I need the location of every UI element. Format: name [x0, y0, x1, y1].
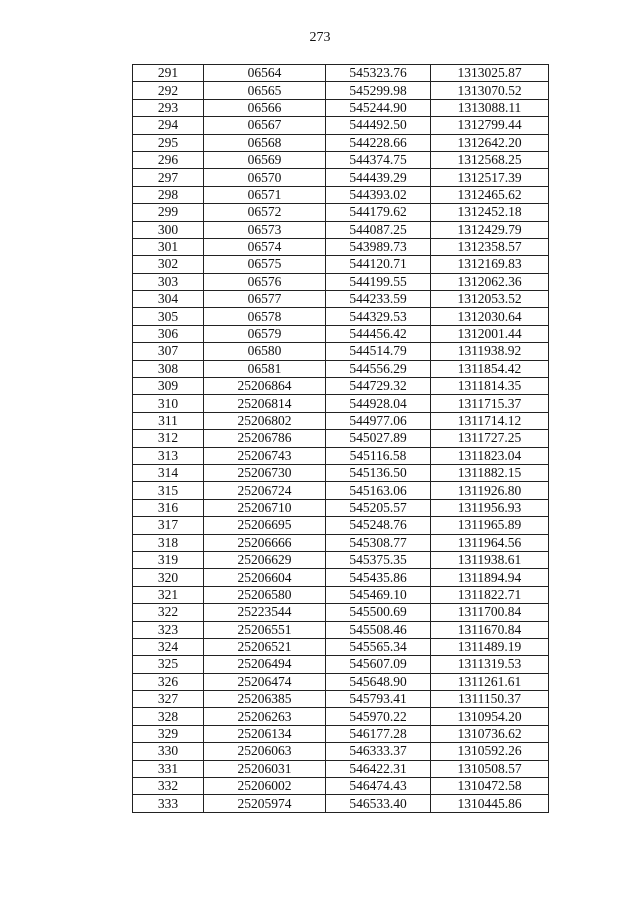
- row-number-cell: 305: [133, 308, 204, 325]
- row-number-cell: 315: [133, 482, 204, 499]
- point-id-cell: 06569: [204, 151, 326, 168]
- table-row: [133, 725, 549, 742]
- row-number-cell: 310: [133, 395, 204, 412]
- y-coordinate-cell: 1311823.04: [431, 447, 549, 464]
- x-coordinate-cell: 546474.43: [326, 778, 431, 795]
- row-number-cell: 322: [133, 604, 204, 621]
- table-row: [133, 343, 549, 360]
- x-coordinate-cell: 545648.90: [326, 673, 431, 690]
- table-row: [133, 169, 549, 186]
- row-number-cell: 331: [133, 760, 204, 777]
- x-coordinate-cell: 544977.06: [326, 412, 431, 429]
- y-coordinate-cell: 1311854.42: [431, 360, 549, 377]
- table-row: [133, 534, 549, 551]
- table-row: [133, 221, 549, 238]
- table-row: [133, 99, 549, 116]
- y-coordinate-cell: 1312030.64: [431, 308, 549, 325]
- table-row: [133, 238, 549, 255]
- x-coordinate-cell: 545116.58: [326, 447, 431, 464]
- point-id-cell: 25206802: [204, 412, 326, 429]
- point-id-cell: 06564: [204, 65, 326, 82]
- y-coordinate-cell: 1312169.83: [431, 256, 549, 273]
- x-coordinate-cell: 544179.62: [326, 204, 431, 221]
- y-coordinate-cell: 1311727.25: [431, 430, 549, 447]
- point-id-cell: 06575: [204, 256, 326, 273]
- x-coordinate-cell: 545323.76: [326, 65, 431, 82]
- row-number-cell: 316: [133, 499, 204, 516]
- y-coordinate-cell: 1311715.37: [431, 395, 549, 412]
- point-id-cell: 25206551: [204, 621, 326, 638]
- coordinates-table: [132, 64, 549, 813]
- y-coordinate-cell: 1311938.92: [431, 343, 549, 360]
- x-coordinate-cell: 545375.35: [326, 551, 431, 568]
- row-number-cell: 326: [133, 673, 204, 690]
- row-number-cell: 327: [133, 691, 204, 708]
- row-number-cell: 330: [133, 743, 204, 760]
- y-coordinate-cell: 1311261.61: [431, 673, 549, 690]
- y-coordinate-cell: 1310592.26: [431, 743, 549, 760]
- y-coordinate-cell: 1312358.57: [431, 238, 549, 255]
- point-id-cell: 25206494: [204, 656, 326, 673]
- row-number-cell: 309: [133, 378, 204, 395]
- y-coordinate-cell: 1312452.18: [431, 204, 549, 221]
- row-number-cell: 307: [133, 343, 204, 360]
- table-row: [133, 151, 549, 168]
- x-coordinate-cell: 546533.40: [326, 795, 431, 812]
- row-number-cell: 297: [133, 169, 204, 186]
- table-row: [133, 412, 549, 429]
- row-number-cell: 301: [133, 238, 204, 255]
- table-row: [133, 186, 549, 203]
- point-id-cell: 25206134: [204, 725, 326, 742]
- point-id-cell: 25206002: [204, 778, 326, 795]
- y-coordinate-cell: 1311956.93: [431, 499, 549, 516]
- y-coordinate-cell: 1312053.52: [431, 291, 549, 308]
- x-coordinate-cell: 545469.10: [326, 586, 431, 603]
- x-coordinate-cell: 545565.34: [326, 638, 431, 655]
- table-row: [133, 256, 549, 273]
- x-coordinate-cell: 546333.37: [326, 743, 431, 760]
- table-row: [133, 743, 549, 760]
- table-row: [133, 569, 549, 586]
- x-coordinate-cell: 544456.42: [326, 325, 431, 342]
- point-id-cell: 25206263: [204, 708, 326, 725]
- x-coordinate-cell: 544393.02: [326, 186, 431, 203]
- x-coordinate-cell: 545136.50: [326, 464, 431, 481]
- point-id-cell: 06565: [204, 82, 326, 99]
- point-id-cell: 06579: [204, 325, 326, 342]
- row-number-cell: 324: [133, 638, 204, 655]
- x-coordinate-cell: 543989.73: [326, 238, 431, 255]
- y-coordinate-cell: 1311894.94: [431, 569, 549, 586]
- point-id-cell: 25206695: [204, 517, 326, 534]
- point-id-cell: 25206063: [204, 743, 326, 760]
- y-coordinate-cell: 1312517.39: [431, 169, 549, 186]
- y-coordinate-cell: 1311822.71: [431, 586, 549, 603]
- row-number-cell: 291: [133, 65, 204, 82]
- point-id-cell: 25206580: [204, 586, 326, 603]
- point-id-cell: 25206710: [204, 499, 326, 516]
- page-number: 273: [309, 30, 331, 45]
- point-id-cell: 25206724: [204, 482, 326, 499]
- row-number-cell: 333: [133, 795, 204, 812]
- table-row: [133, 134, 549, 151]
- row-number-cell: 320: [133, 569, 204, 586]
- x-coordinate-cell: 545299.98: [326, 82, 431, 99]
- x-coordinate-cell: 545163.06: [326, 482, 431, 499]
- table-row: [133, 708, 549, 725]
- table-row: [133, 673, 549, 690]
- table-row: [133, 621, 549, 638]
- y-coordinate-cell: 1313088.11: [431, 99, 549, 116]
- row-number-cell: 293: [133, 99, 204, 116]
- y-coordinate-cell: 1312568.25: [431, 151, 549, 168]
- x-coordinate-cell: 545607.09: [326, 656, 431, 673]
- table-row: [133, 325, 549, 342]
- y-coordinate-cell: 1312642.20: [431, 134, 549, 151]
- y-coordinate-cell: 1311150.37: [431, 691, 549, 708]
- y-coordinate-cell: 1312062.36: [431, 273, 549, 290]
- table-row: [133, 604, 549, 621]
- point-id-cell: 06572: [204, 204, 326, 221]
- row-number-cell: 319: [133, 551, 204, 568]
- row-number-cell: 328: [133, 708, 204, 725]
- row-number-cell: 313: [133, 447, 204, 464]
- table-row: [133, 656, 549, 673]
- table-row: [133, 65, 549, 82]
- table-row: [133, 273, 549, 290]
- point-id-cell: 25206730: [204, 464, 326, 481]
- table-row: [133, 395, 549, 412]
- x-coordinate-cell: 546422.31: [326, 760, 431, 777]
- row-number-cell: 311: [133, 412, 204, 429]
- y-coordinate-cell: 1312465.62: [431, 186, 549, 203]
- table-row: [133, 482, 549, 499]
- table-row: [133, 586, 549, 603]
- y-coordinate-cell: 1310508.57: [431, 760, 549, 777]
- y-coordinate-cell: 1311714.12: [431, 412, 549, 429]
- x-coordinate-cell: 544928.04: [326, 395, 431, 412]
- row-number-cell: 308: [133, 360, 204, 377]
- point-id-cell: 25206604: [204, 569, 326, 586]
- point-id-cell: 06566: [204, 99, 326, 116]
- y-coordinate-cell: 1311964.56: [431, 534, 549, 551]
- point-id-cell: 06574: [204, 238, 326, 255]
- y-coordinate-cell: 1310472.58: [431, 778, 549, 795]
- row-number-cell: 303: [133, 273, 204, 290]
- row-number-cell: 306: [133, 325, 204, 342]
- point-id-cell: 06580: [204, 343, 326, 360]
- point-id-cell: 06578: [204, 308, 326, 325]
- y-coordinate-cell: 1311882.15: [431, 464, 549, 481]
- row-number-cell: 295: [133, 134, 204, 151]
- point-id-cell: 25206786: [204, 430, 326, 447]
- x-coordinate-cell: 544514.79: [326, 343, 431, 360]
- table-row: [133, 82, 549, 99]
- row-number-cell: 296: [133, 151, 204, 168]
- y-coordinate-cell: 1311938.61: [431, 551, 549, 568]
- table-row: [133, 691, 549, 708]
- y-coordinate-cell: 1312429.79: [431, 221, 549, 238]
- point-id-cell: 06576: [204, 273, 326, 290]
- point-id-cell: 25206743: [204, 447, 326, 464]
- table-row: [133, 795, 549, 812]
- table-row: [133, 551, 549, 568]
- table-row: [133, 517, 549, 534]
- row-number-cell: 294: [133, 117, 204, 134]
- point-id-cell: 25206031: [204, 760, 326, 777]
- point-id-cell: 25206385: [204, 691, 326, 708]
- y-coordinate-cell: 1311965.89: [431, 517, 549, 534]
- row-number-cell: 318: [133, 534, 204, 551]
- x-coordinate-cell: 544492.50: [326, 117, 431, 134]
- table-row: [133, 204, 549, 221]
- row-number-cell: 323: [133, 621, 204, 638]
- x-coordinate-cell: 545970.22: [326, 708, 431, 725]
- y-coordinate-cell: 1311670.84: [431, 621, 549, 638]
- y-coordinate-cell: 1313070.52: [431, 82, 549, 99]
- row-number-cell: 317: [133, 517, 204, 534]
- x-coordinate-cell: 544556.29: [326, 360, 431, 377]
- point-id-cell: 25206666: [204, 534, 326, 551]
- row-number-cell: 325: [133, 656, 204, 673]
- table-row: [133, 360, 549, 377]
- row-number-cell: 314: [133, 464, 204, 481]
- x-coordinate-cell: 545248.76: [326, 517, 431, 534]
- point-id-cell: 25206629: [204, 551, 326, 568]
- point-id-cell: 06570: [204, 169, 326, 186]
- point-id-cell: 06568: [204, 134, 326, 151]
- x-coordinate-cell: 545308.77: [326, 534, 431, 551]
- table-row: [133, 308, 549, 325]
- row-number-cell: 292: [133, 82, 204, 99]
- table-row: [133, 778, 549, 795]
- x-coordinate-cell: 545508.46: [326, 621, 431, 638]
- x-coordinate-cell: 544329.53: [326, 308, 431, 325]
- y-coordinate-cell: 1311926.80: [431, 482, 549, 499]
- table-row: [133, 378, 549, 395]
- x-coordinate-cell: 545435.86: [326, 569, 431, 586]
- row-number-cell: 312: [133, 430, 204, 447]
- x-coordinate-cell: 545027.89: [326, 430, 431, 447]
- y-coordinate-cell: 1313025.87: [431, 65, 549, 82]
- table-row: [133, 499, 549, 516]
- y-coordinate-cell: 1310445.86: [431, 795, 549, 812]
- point-id-cell: 25206864: [204, 378, 326, 395]
- table-row: [133, 447, 549, 464]
- y-coordinate-cell: 1312799.44: [431, 117, 549, 134]
- y-coordinate-cell: 1310954.20: [431, 708, 549, 725]
- x-coordinate-cell: 545244.90: [326, 99, 431, 116]
- row-number-cell: 304: [133, 291, 204, 308]
- point-id-cell: 25206814: [204, 395, 326, 412]
- x-coordinate-cell: 544087.25: [326, 221, 431, 238]
- point-id-cell: 06567: [204, 117, 326, 134]
- x-coordinate-cell: 544729.32: [326, 378, 431, 395]
- row-number-cell: 332: [133, 778, 204, 795]
- point-id-cell: 25206474: [204, 673, 326, 690]
- row-number-cell: 300: [133, 221, 204, 238]
- table-row: [133, 638, 549, 655]
- point-id-cell: 06571: [204, 186, 326, 203]
- y-coordinate-cell: 1312001.44: [431, 325, 549, 342]
- point-id-cell: 25223544: [204, 604, 326, 621]
- x-coordinate-cell: 544120.71: [326, 256, 431, 273]
- y-coordinate-cell: 1310736.62: [431, 725, 549, 742]
- row-number-cell: 298: [133, 186, 204, 203]
- row-number-cell: 302: [133, 256, 204, 273]
- x-coordinate-cell: 545205.57: [326, 499, 431, 516]
- x-coordinate-cell: 544233.59: [326, 291, 431, 308]
- y-coordinate-cell: 1311700.84: [431, 604, 549, 621]
- point-id-cell: 06577: [204, 291, 326, 308]
- x-coordinate-cell: 544374.75: [326, 151, 431, 168]
- x-coordinate-cell: 545500.69: [326, 604, 431, 621]
- table-row: [133, 291, 549, 308]
- y-coordinate-cell: 1311814.35: [431, 378, 549, 395]
- x-coordinate-cell: 544199.55: [326, 273, 431, 290]
- x-coordinate-cell: 546177.28: [326, 725, 431, 742]
- x-coordinate-cell: 545793.41: [326, 691, 431, 708]
- table-row: [133, 760, 549, 777]
- table-row: [133, 464, 549, 481]
- table-row: [133, 117, 549, 134]
- table-row: [133, 430, 549, 447]
- point-id-cell: 25205974: [204, 795, 326, 812]
- y-coordinate-cell: 1311319.53: [431, 656, 549, 673]
- row-number-cell: 329: [133, 725, 204, 742]
- row-number-cell: 299: [133, 204, 204, 221]
- point-id-cell: 25206521: [204, 638, 326, 655]
- x-coordinate-cell: 544439.29: [326, 169, 431, 186]
- point-id-cell: 06573: [204, 221, 326, 238]
- row-number-cell: 321: [133, 586, 204, 603]
- x-coordinate-cell: 544228.66: [326, 134, 431, 151]
- point-id-cell: 06581: [204, 360, 326, 377]
- y-coordinate-cell: 1311489.19: [431, 638, 549, 655]
